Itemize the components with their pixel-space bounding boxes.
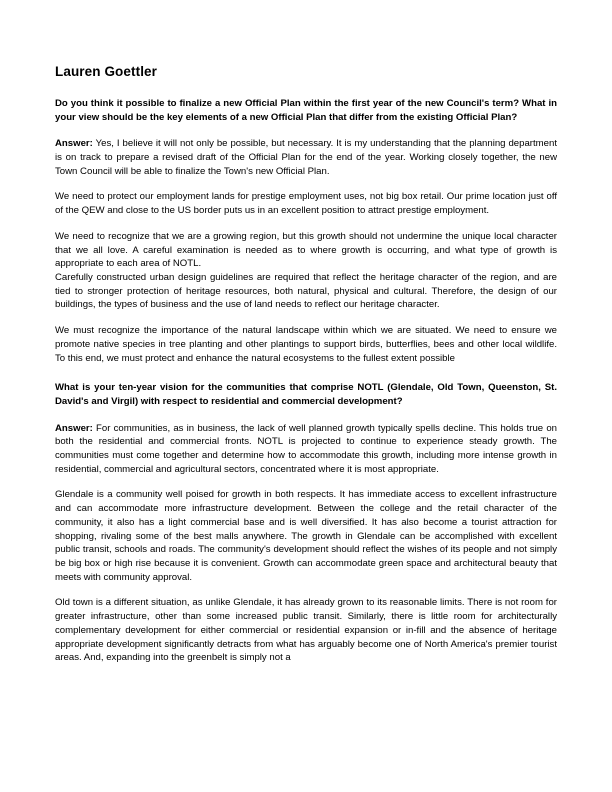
question-2: What is your ten-year vision for the communities that comprise NOTL (Glendale, Old Town, Queenston, St. David's and Virgil) with respect to residential and commercial development? — [55, 382, 557, 407]
answer-2 — [55, 422, 557, 477]
page-title: Lauren Goettler — [55, 64, 158, 79]
answer-label-1: Answer: — [55, 138, 93, 150]
paragraph-1-4: We must recognize the importance of the natural landscape within which we are situated. We need to ensure we promote native species in tree planting and other plantings to support birds, butterflies, bees and other local wildlife. To this end, we must protect and enhance the natural ecosystems to the fullest extent possible — [55, 325, 557, 364]
answer-1 — [55, 137, 557, 178]
answer-text-2: For communities, as in business, the lack of well planned growth typically spells decline. This holds true on both the residential and commercial fronts. NOTL is projected to continue to experience steady growth. The communities must come together and determine how to accommodate this growth, including more intense growth in residential, commercial and agricultural sectors, concentrated where it is most appropriate. — [55, 422, 557, 475]
answer-label-2: Answer: — [55, 422, 93, 434]
paragraph-2-2: Old town is a different situation, as unlike Glendale, it has already grown to its reasonable limits. There is not room for greater infrastructure, other than some increased public transit. Similarly, there is little room for architecturally complementary development for either commercial or residential expansion or in-fill and the absence of heritage appropriate development significantly detracts from what has arguably become one of North America's premier tourist areas. And, expanding into the greenbelt is simply not a — [55, 597, 557, 664]
paragraph-1-2: We need to recognize that we are a growing region, but this growth should not undermine the unique local character that we all love. A careful examination is needed as to where growth is occurring, and what type of growth is appropriate to each area of NOTL. — [55, 230, 557, 270]
question-1: Do you think it possible to finalize a new Official Plan within the first year of the new Council's term? What in your view should be the key elements of a new Official Plan that differ from the existing Official Plan? — [55, 98, 557, 123]
paragraph-1-1: We need to protect our employment lands for prestige employment uses, not big box retail. Our prime location just off of the QEW and close to the US border puts us in an excellent position to attract prestige employment. — [55, 191, 557, 217]
paragraph-1-3: Carefully constructed urban design guidelines are required that reflect the heritage character of the region, and are tied to stronger protection of heritage resources, both natural, physical and cultural. Therefore, the design of our buildings, the types of business and the use of land needs to reflect our heritage character. — [55, 271, 557, 311]
paragraph-2-1: Glendale is a community well poised for growth in both respects. It has immediate access to excellent infrastructure and can accommodate more infrastructure development. Between the college and the retail character of the community, it also has a light commercial base and is well diversified. It has also become a tourist attraction for shopping, rivaling some of the best malls anywhere. The growth in Glendale can be accomplished with excellent public transit, schools and roads. The community's development should reflect the wishes of its people and not simply be big box or high rise because it is convenient. Growth can accommodate green space and architectural beauty that meets with community approval. — [55, 489, 557, 583]
answer-text-1: Yes, I believe it will not only be possible, but necessary. It is my understanding that the planning department is on track to prepare a revised draft of the Official Plan for the end of the year. Working closely together, the new Town Council will be able to finalize the Town's new Official Plan. — [55, 138, 557, 177]
